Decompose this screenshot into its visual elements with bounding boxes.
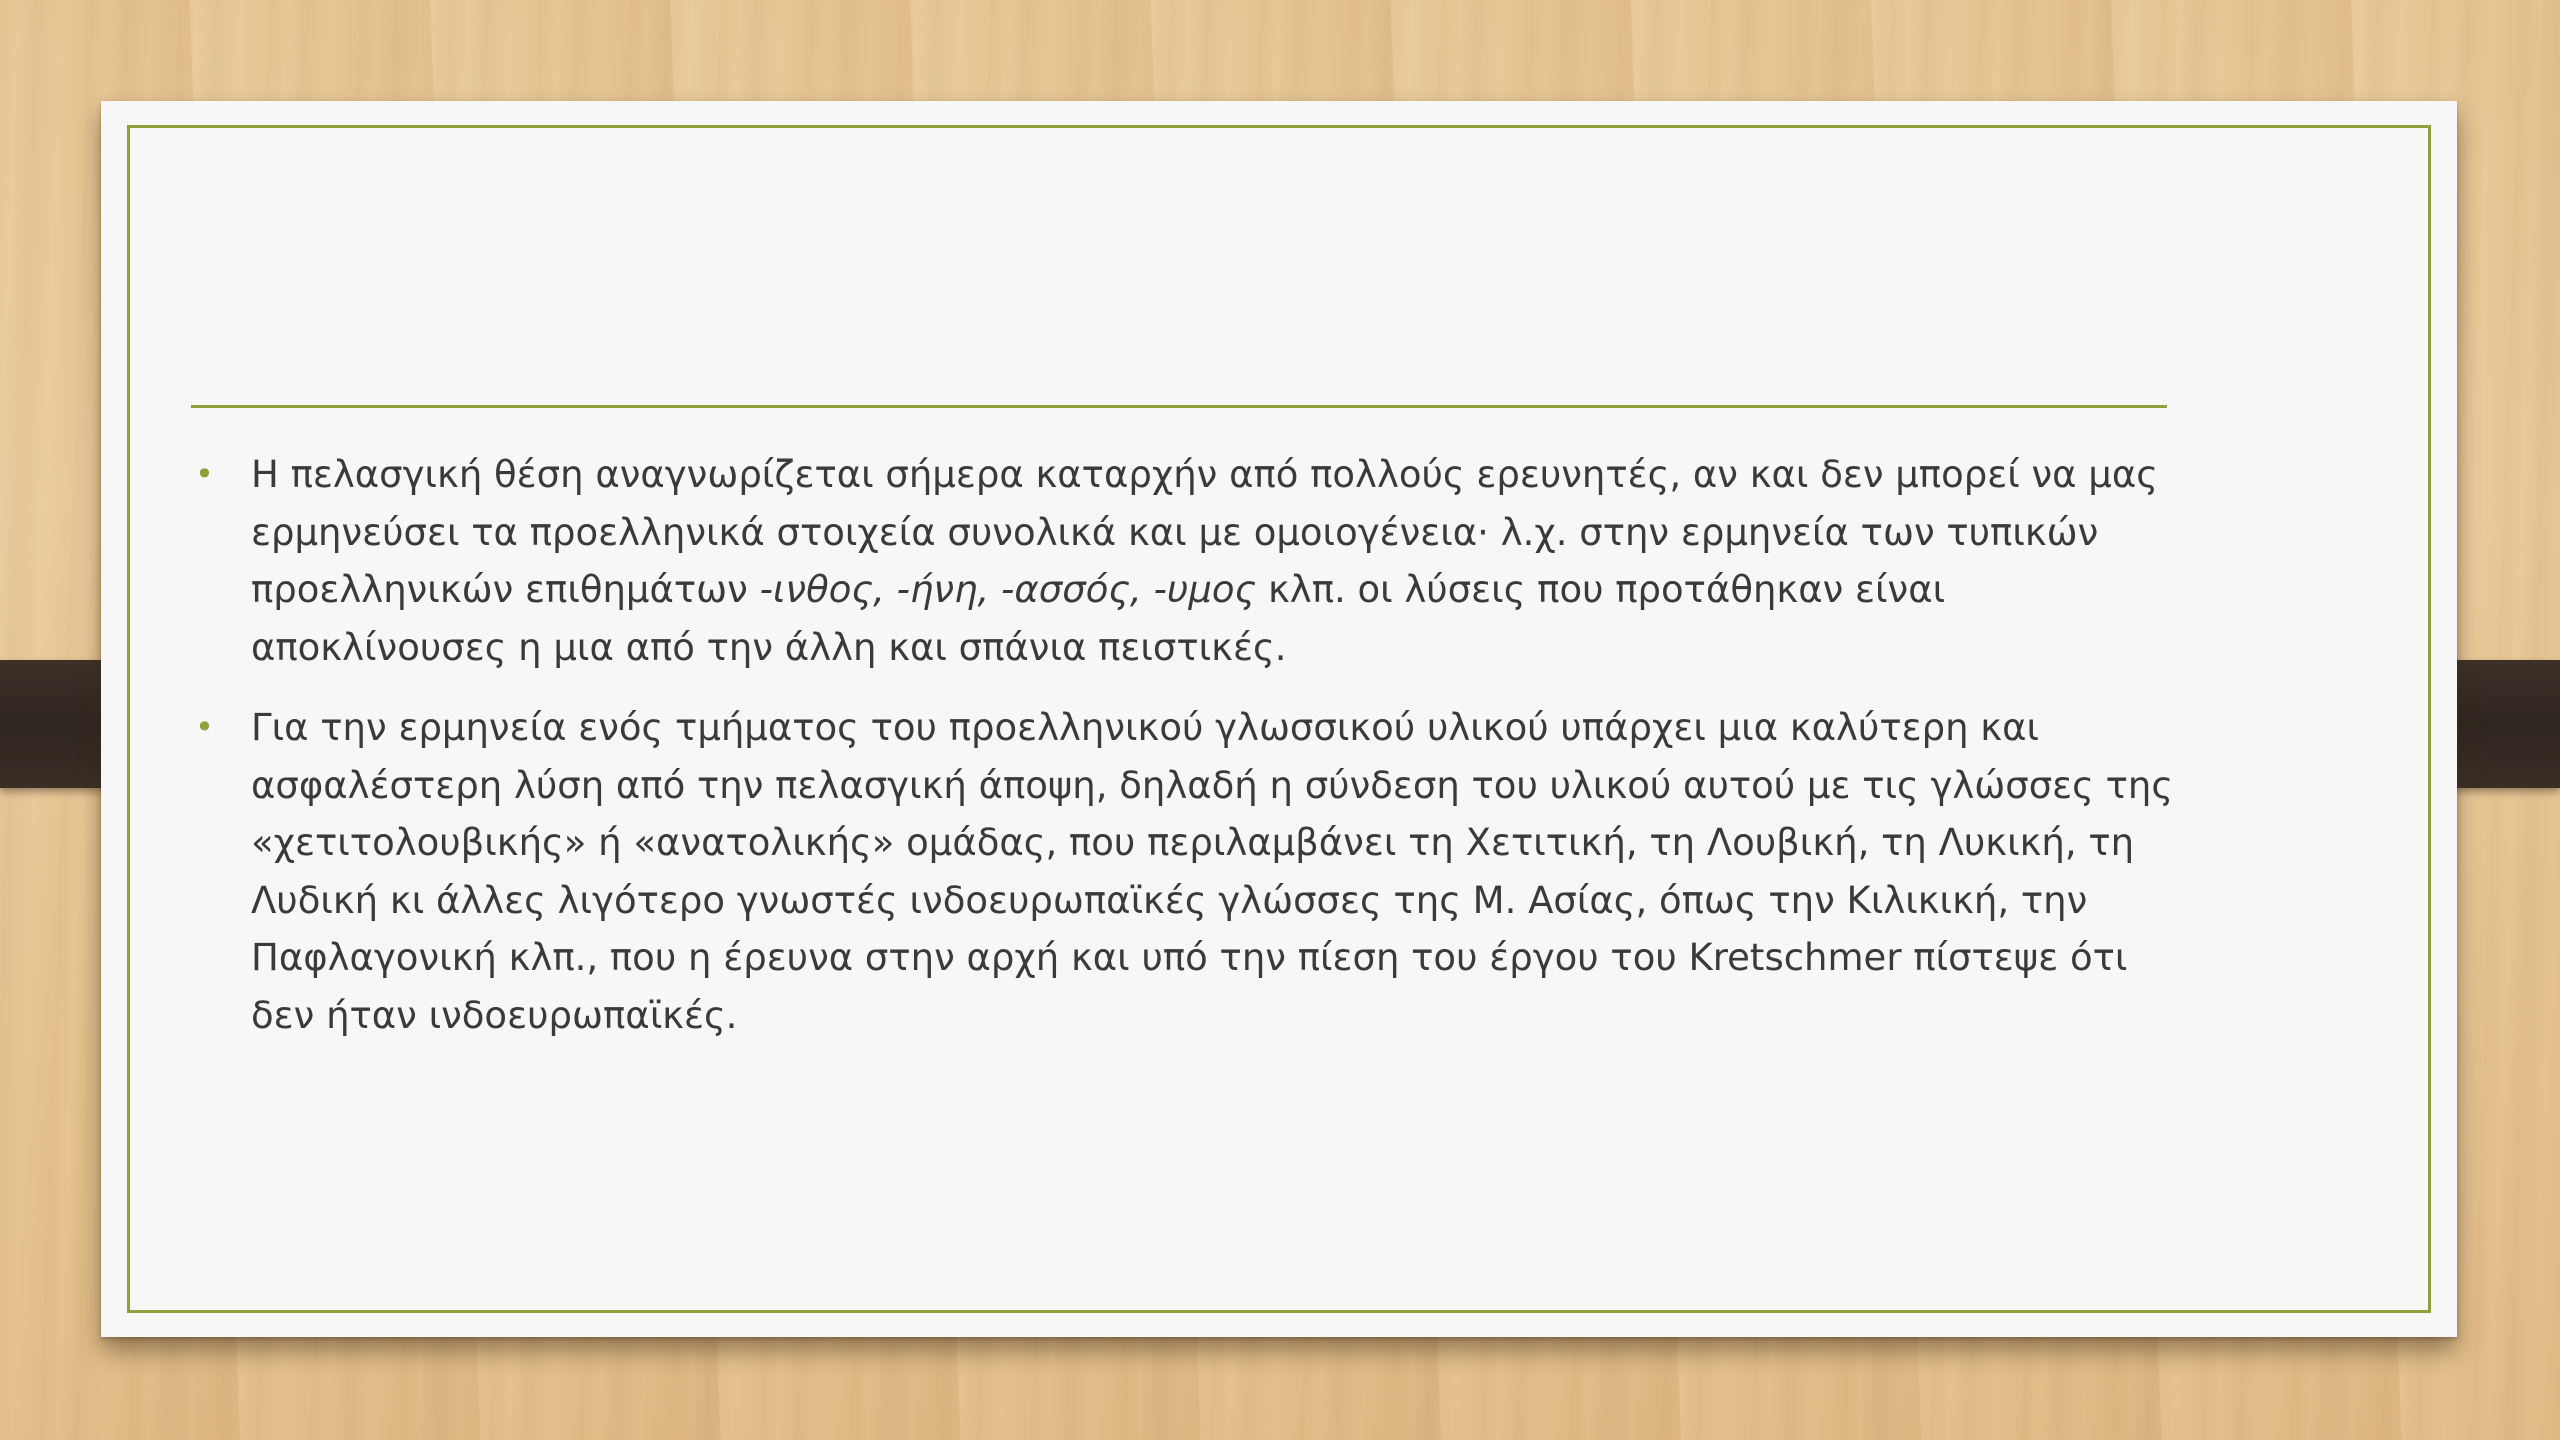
bullet-1-text-end: κλπ. οι λύσεις που προτάθηκαν είναι αποκλίνουσες η μια από την άλλη και σπάνια πειστικές. <box>251 568 1946 669</box>
slide-body <box>191 446 2181 1067</box>
bullet-1-text: Η πελασγική θέση αναγνωρίζεται σήμερα καταρχήν από πολλούς ερευνητές, αν και δεν μπορεί να μας ερμηνεύσει τα προελληνικά στοιχεία συνολικά και με ομοιογένεια· λ.χ. στην ερμηνεία των τυπικών προελληνικών επιθημάτων <box>251 453 2158 611</box>
title-divider <box>191 405 2167 408</box>
bullet-2-text: Για την ερμηνεία ενός τμήματος του προελληνικού γλωσσικού υλικού υπάρχει μια καλύτερη και ασφαλέστερη λύση από την πελασγική άποψη, δηλαδή η σύνδεση του υλικού αυτού με τις γλώσσες της «χετιτολουβικής» ή «ανατολικής» ομάδας, που περιλαμβάνει τη Χετιτική, τη Λουβική, τη Λυκική, τη Λυδική κι άλλες λιγότερο γνωστές ινδοευρωπαϊκές γλώσσες της Μ. Ασίας, όπως την Κιλικική, την Παφλαγονική κλπ., που η έρευνα στην αρχή και υπό την πίεση του έργου του Kretschmer πίστεψε ότι δεν ήταν ινδοευρωπαϊκές. <box>251 706 2174 1037</box>
bullet-icon: • <box>195 708 214 746</box>
bullet-icon: • <box>195 455 214 493</box>
bullet-item-1 <box>191 446 2181 676</box>
bullet-1-suffixes: -ινθος, -ήνη, -ασσός, -υμος <box>759 568 1257 611</box>
bullet-item-2 <box>191 699 2181 1044</box>
